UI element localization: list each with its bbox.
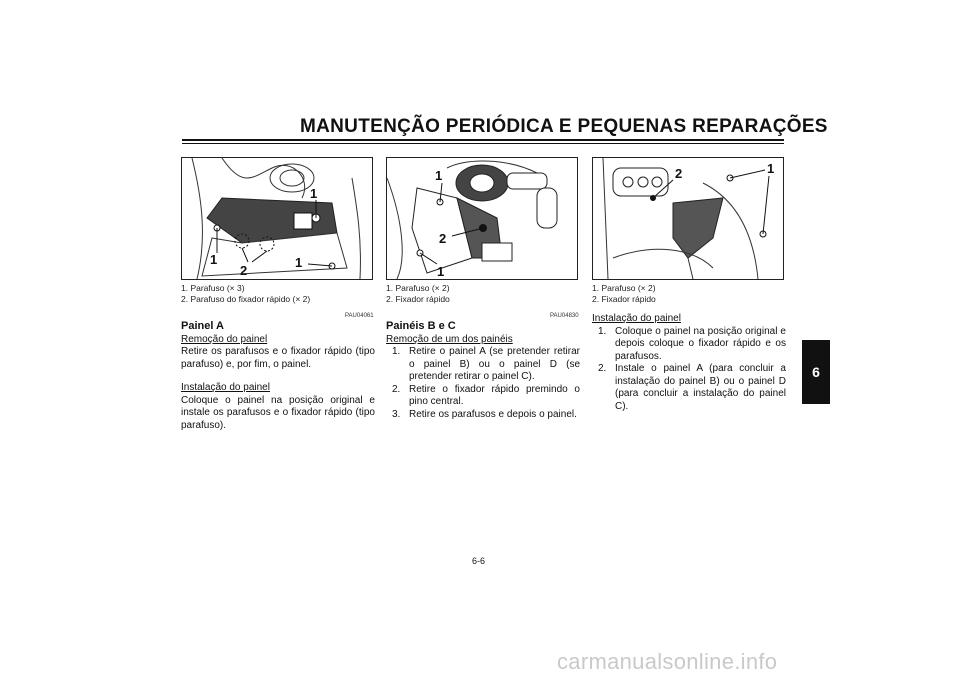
- subsection-title: Instalação do painel: [592, 313, 681, 324]
- column-install: [592, 313, 786, 413]
- figure-panel-install: [592, 157, 784, 280]
- watermark: carmanualsonline.info: [557, 649, 778, 674]
- figure-panels-b-c: [386, 157, 578, 280]
- steps-list: [592, 326, 786, 414]
- figure-caption: [592, 283, 656, 305]
- caption-item: 2. Parafuso do fixador rápido (× 2): [181, 294, 311, 304]
- paragraph: Coloque o painel na posição original e instale os parafusos e o fixador rápido (tipo parafuso).: [181, 394, 375, 431]
- list-item: 2. Instale o painel A (para concluir a instalação do painel B) ou o painel D (para concluir a instalação do painel C).: [598, 363, 786, 412]
- reference-code: PAU04830: [550, 313, 579, 319]
- callout-2: 2: [439, 231, 447, 246]
- list-item: 3. Retire os parafusos e depois o painel.: [392, 408, 577, 420]
- reference-code: PAU04061: [345, 313, 374, 319]
- callout-1: 1: [295, 255, 303, 270]
- callout-2: 2: [675, 166, 683, 181]
- illustration-panel-a: [182, 158, 372, 279]
- section-heading: Painel A: [181, 320, 224, 332]
- callout-1: 1: [310, 186, 318, 201]
- subsection-title: Remoção do painel: [181, 333, 268, 345]
- steps-list: [386, 346, 580, 421]
- page-number: 6-6: [472, 556, 486, 566]
- page-title: MANUTENÇÃO PERIÓDICA E PEQUENAS REPARAÇÕES: [300, 116, 828, 137]
- callout-1: 1: [210, 252, 218, 267]
- subsection-title: Instalação do painel: [181, 382, 270, 393]
- callout-1: 1: [437, 264, 445, 279]
- column-panel-a: [181, 320, 375, 432]
- caption-item: 1. Parafuso (× 2): [592, 283, 656, 293]
- header-rule-thin: [182, 143, 784, 144]
- list-item: 2. Retire o fixador rápido premindo o pino central.: [392, 383, 580, 407]
- illustration-panels-b-c: [387, 158, 577, 279]
- subsection-title: Remoção de um dos painéis: [386, 333, 513, 345]
- list-item: 1. Coloque o painel na posição original e depois coloque o fixador rápido e os parafusos.: [598, 325, 786, 362]
- list-item: 1. Retire o painel A (se pretender retirar o painel B) ou o painel D (se pretender retirar o painel C).: [392, 346, 580, 382]
- callout-2: 2: [240, 263, 248, 278]
- callout-1: 1: [767, 161, 775, 176]
- section-heading: Painéis B e C: [386, 320, 456, 332]
- paragraph: Retire os parafusos e o fixador rápido (tipo parafuso) e, por fim, o painel.: [181, 346, 375, 370]
- header-rule: [182, 139, 784, 141]
- caption-item: 2. Fixador rápido: [592, 294, 656, 304]
- figure-caption: [181, 283, 310, 305]
- caption-item: 1. Parafuso (× 2): [386, 283, 450, 293]
- column-panels-b-c: [386, 320, 580, 421]
- illustration-panel-install: [593, 158, 783, 279]
- callout-1: 1: [435, 168, 443, 183]
- caption-item: 1. Parafuso (× 3): [181, 283, 245, 293]
- figure-panel-a: [181, 157, 373, 280]
- section-tab: 6: [802, 340, 830, 404]
- figure-caption: [386, 283, 450, 305]
- caption-item: 2. Fixador rápido: [386, 294, 450, 304]
